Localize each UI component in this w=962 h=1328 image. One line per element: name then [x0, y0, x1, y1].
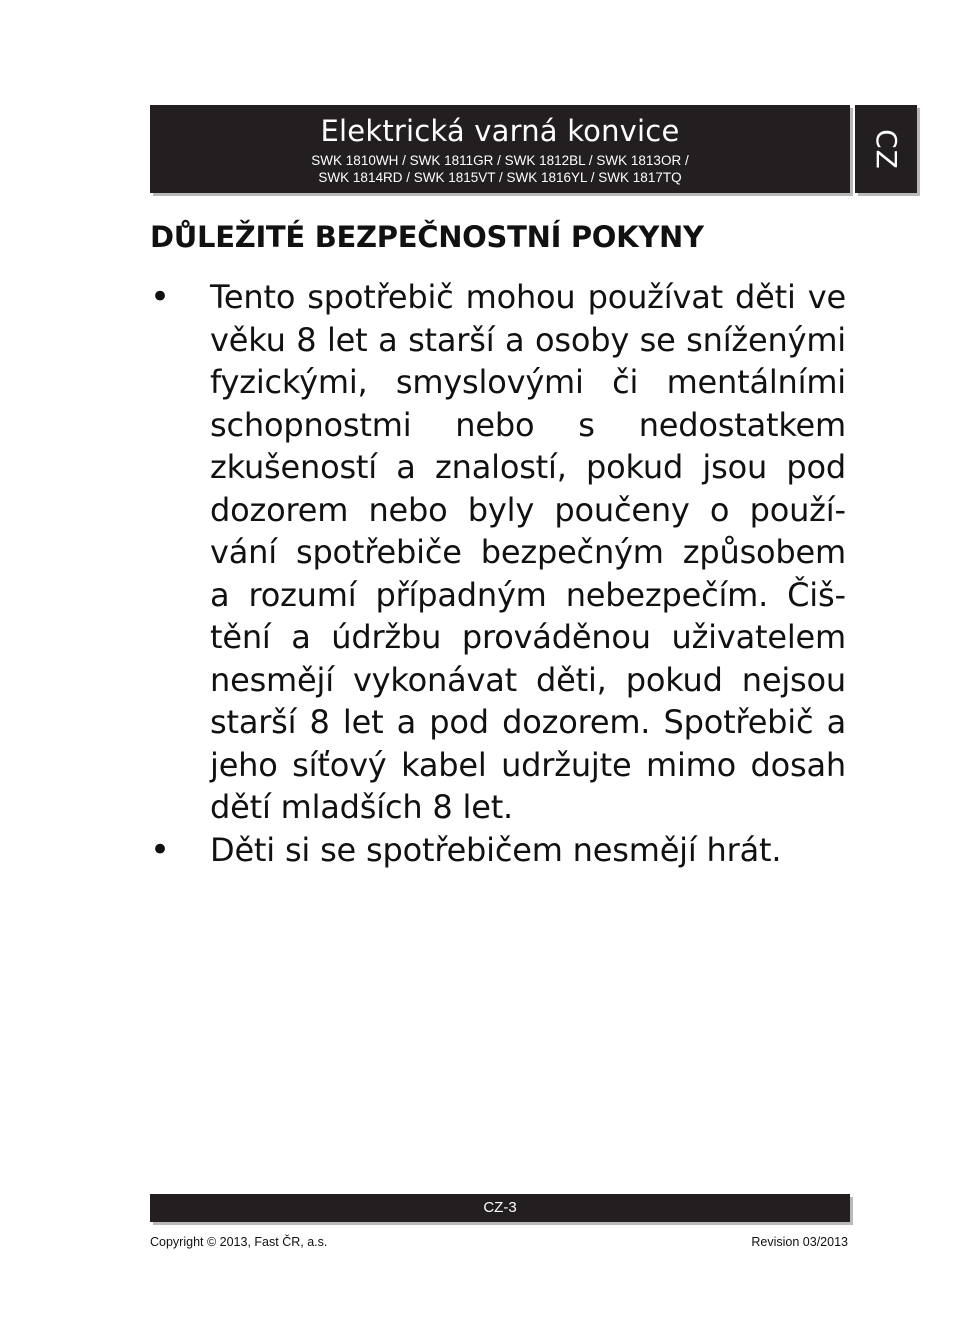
document-title: Elektrická varná konvice	[320, 114, 680, 148]
copyright-text: Copyright © 2013, Fast ČR, a.s.	[150, 1235, 328, 1249]
bullet-text-1: Tento spotřebič mohou používat děti ve věku 8 let a starší a osoby se sníženými fyzickými, smyslovými či mentálními schopnostmi nebo s nedostatkem zkušeností a znalostí, pokud jsou pod dozorem nebo byly poučeny o používání spotřebiče bezpečným způsobem a rozumí případným nebezpečím. Čištění a údržbu prováděnou uživatelem nesmějí vykonávat děti, pokud nejsou starší 8 let a pod dozorem. Spotřebič a jeho síťový kabel udržujte mimo dosah dětí mladších 8 let.	[210, 278, 846, 826]
model-list-line-2: SWK 1814RD / SWK 1815VT / SWK 1816YL / SWK 1817TQ	[318, 170, 682, 185]
bullet-icon: •	[150, 277, 171, 317]
language-tab	[855, 105, 917, 193]
bullet-text-2: Děti si se spotřebičem nesmějí hrát.	[210, 830, 782, 869]
safety-instructions-list	[150, 276, 846, 871]
list-item	[150, 276, 846, 829]
section-heading: DŮLEŽITÉ BEZPEČNOSTNÍ POKYNY	[150, 220, 704, 254]
language-tab-label: CZ	[869, 128, 903, 170]
list-item	[150, 829, 846, 872]
bullet-icon: •	[150, 829, 171, 870]
revision-text: Revision 03/2013	[751, 1235, 848, 1249]
page-number: CZ-3	[483, 1199, 517, 1216]
header-bar	[150, 105, 850, 193]
page-number-bar	[150, 1194, 850, 1222]
model-list-line-1: SWK 1810WH / SWK 1811GR / SWK 1812BL / SWK 1813OR /	[311, 153, 689, 168]
